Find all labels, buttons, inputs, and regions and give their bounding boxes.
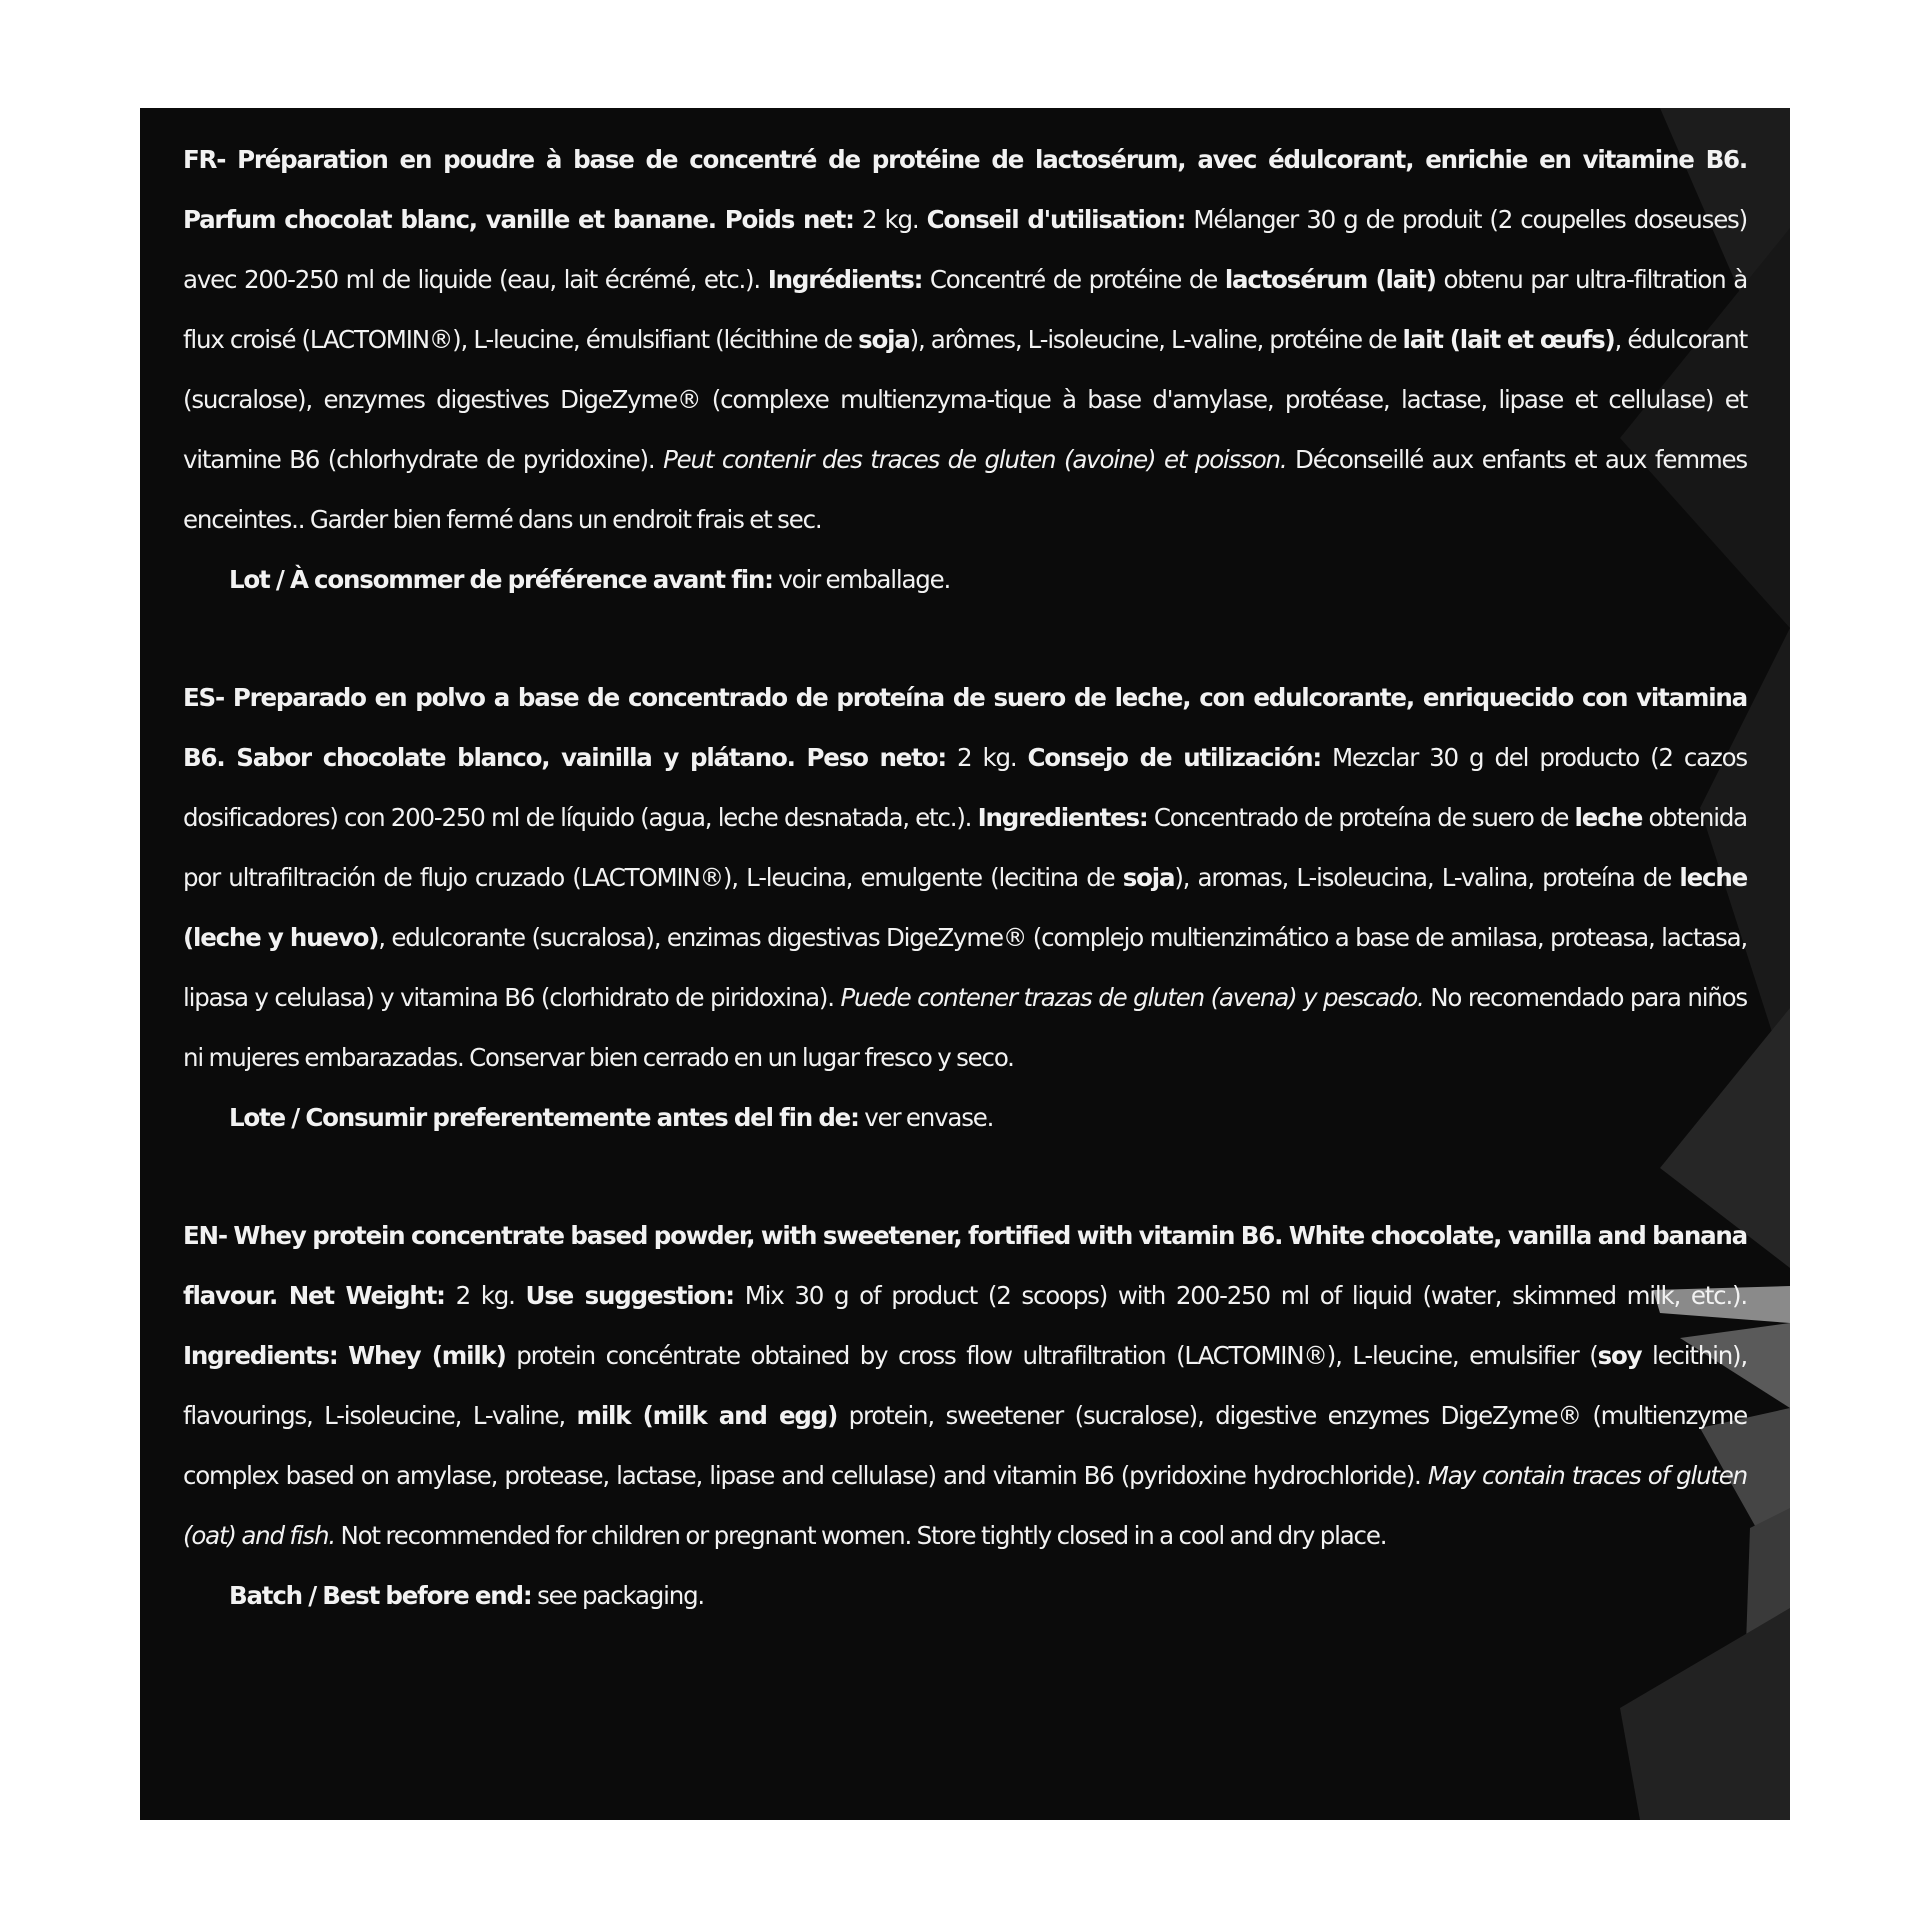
fr-lot-label: Lot / À consommer de préférence avant fin: [229, 565, 773, 594]
es-ingredients-2: obtenida por ultrafiltración de flujo cruzado (LACTOMIN®), L-leucina, emulgente (lecitina de [183, 803, 1747, 892]
section-en [183, 1206, 1747, 1626]
es-warning: No recomendado para niños ni mujeres embarazadas. Conservar bien cerrado en un lugar fresco y seco. [183, 983, 1747, 1072]
es-allergen-2: soja [1122, 863, 1175, 892]
en-ingredients-1 [337, 1341, 348, 1370]
es-allergen-1: leche [1574, 803, 1643, 832]
fr-ingredients-3: ), arômes, L-isoleucine, L-valine, protéine de [909, 325, 1403, 354]
es-ingredients-3: ), aromas, L-isoleucina, L-valina, proteína de [1174, 863, 1680, 892]
es-use-label: Consejo de utilización: [1027, 743, 1321, 772]
en-ingredients-label: Ingredients: [183, 1341, 338, 1370]
en-allergen-3: milk (milk and egg) [576, 1401, 838, 1430]
fr-lot-line [183, 550, 1747, 610]
es-lot-label: Lote / Consumir preferentemente antes del fin de: [229, 1103, 859, 1132]
fr-allergen-1: lactosérum (lait) [1224, 265, 1436, 294]
fr-intro: Préparation en poudre à base de concentré de protéine de lactosérum, avec édulcorant, enrichie en vitamine B6. Parfum chocolat blanc, vanille et banane. Poids net: [183, 145, 1747, 234]
fr-ingredients-2: obtenu par ultra-filtration à flux croisé (LACTOMIN®), L-leucine, émulsifiant (lécithine de [183, 265, 1748, 354]
section-gap [183, 610, 1747, 668]
es-allergen-3: leche (leche y huevo) [183, 863, 1747, 952]
fr-ingredients-label: Ingrédients: [767, 265, 923, 294]
en-warning: Not recommended for children or pregnant women. Store tightly closed in a cool and dry place. [334, 1521, 1387, 1550]
en-use-text: Mix 30 g of product (2 scoops) with 200-250 ml of liquid (water, skimmed milk, etc.). [733, 1281, 1747, 1310]
es-ingredients-label: Ingredientes: [977, 803, 1148, 832]
section-gap [183, 1148, 1747, 1206]
en-allergen-2: soy [1597, 1341, 1642, 1370]
fr-warning: Déconseillé aux enfants et aux femmes enceintes.. Garder bien fermé dans un endroit frais et sec. [183, 445, 1747, 534]
en-prefix: EN- [183, 1221, 227, 1250]
es-paragraph [183, 668, 1747, 1088]
en-allergen-1: Whey (milk) [348, 1341, 506, 1370]
fr-use-label: Conseil d'utilisation: [926, 205, 1186, 234]
en-ingredients-4: protein, sweetener (sucralose), digestive enzymes DigeZyme® (multienzyme complex based on amylase, protease, lactase, lipase and cellulase) and vitamin B6 (pyridoxine hydrochloride). [183, 1401, 1747, 1490]
en-lot-text: see packaging. [531, 1581, 705, 1610]
fr-ingredients-4: , édulcorant (sucralose), enzymes digestives DigeZyme® (complexe multienzyma-tique à base d'amylase, protéase, lactase, lipase et cellulase) et vitamine B6 (chlorhydrate de pyridoxine). [183, 325, 1747, 474]
fr-traces: Peut contenir des traces de gluten (avoine) et poisson. [663, 445, 1287, 474]
es-ingredients-1: Concentrado de proteína de suero de [1147, 803, 1575, 832]
section-es [183, 668, 1747, 1148]
en-intro: Whey protein concentrate based powder, with sweetener, fortified with vitamin B6. White chocolate, vanilla and banana flavour. Net Weight: [183, 1221, 1747, 1310]
fr-ingredients-1: Concentré de protéine de [922, 265, 1225, 294]
fr-paragraph [183, 130, 1747, 550]
es-use-text: Mezclar 30 g del producto (2 cazos dosificadores) con 200-250 ml de líquido (agua, leche desnatada, etc.). [183, 743, 1747, 832]
en-lot-line [183, 1566, 1747, 1626]
fr-lot-text: voir emballage. [772, 565, 951, 594]
es-ingredients-4: , edulcorante (sucralosa), enzimas digestivas DigeZyme® (complejo multienzimático a base de amilasa, proteasa, lactasa, lipasa y celulasa) y vitamina B6 (clorhidrato de piridoxina). [183, 923, 1748, 1012]
section-fr [183, 130, 1747, 610]
en-use-label: Use suggestion: [525, 1281, 734, 1310]
fr-use-text: Mélanger 30 g de produit (2 coupelles doseuses) avec 200-250 ml de liquide (eau, lait écrémé, etc.). [183, 205, 1747, 294]
fr-allergen-3: lait (lait et œufs) [1402, 325, 1615, 354]
fr-allergen-2: soja [858, 325, 910, 354]
en-ingredients-3: lecithin), flavourings, L-isoleucine, L-valine, [183, 1341, 1747, 1430]
es-intro: Preparado en polvo a base de concentrado de proteína de suero de leche, con edulcorante, enriquecido con vitamina B6. Sabor chocolate blanco, vainilla y plátano. Peso neto: [183, 683, 1747, 772]
fr-weight: 2 kg. [853, 205, 927, 234]
label-panel [140, 108, 1790, 1820]
fr-prefix: FR- [183, 145, 226, 174]
en-paragraph [183, 1206, 1747, 1566]
es-weight: 2 kg. [945, 743, 1028, 772]
en-weight: 2 kg. [444, 1281, 526, 1310]
en-traces: May contain traces of gluten (oat) and fish. [183, 1461, 1747, 1550]
en-ingredients-2: protein concéntrate obtained by cross flow ultrafiltration (LACTOMIN®), L-leucine, emulsifier ( [505, 1341, 1598, 1370]
label-text [183, 130, 1747, 1626]
es-traces: Puede contener trazas de gluten (avena) y pescado. [840, 983, 1424, 1012]
es-prefix: ES- [183, 683, 224, 712]
en-lot-label: Batch / Best before end: [229, 1581, 532, 1610]
bg-shard [1620, 1608, 1790, 1820]
es-lot-line [183, 1088, 1747, 1148]
es-lot-text: ver envase. [858, 1103, 994, 1132]
